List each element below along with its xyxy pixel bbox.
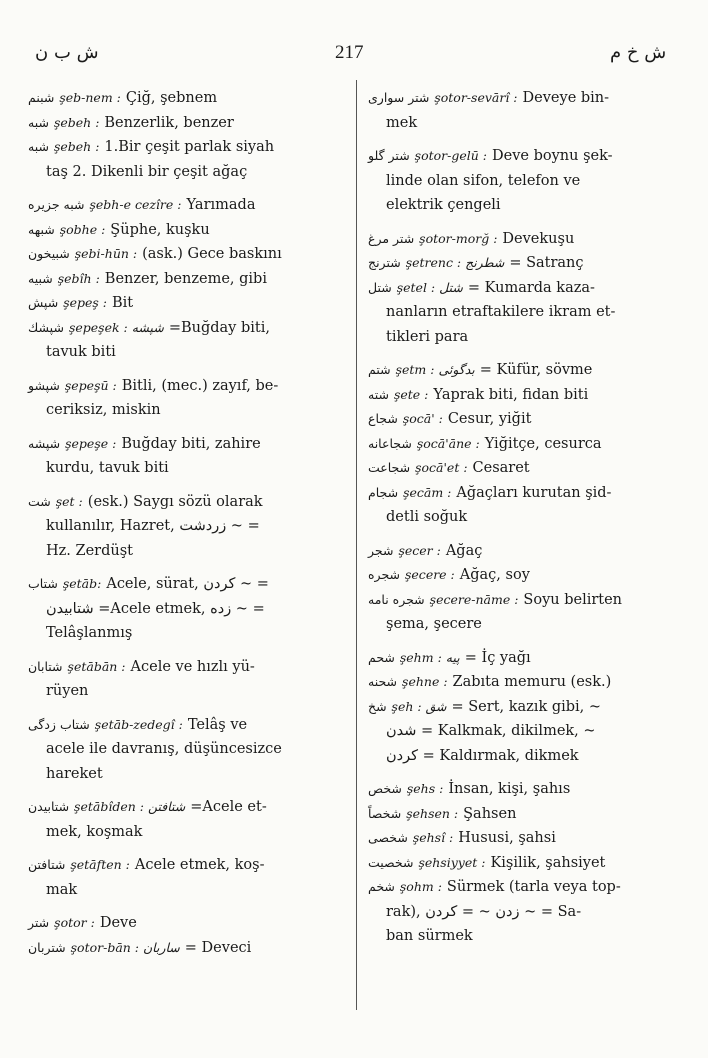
entry-definition: Soyu belirten — [523, 591, 623, 608]
entry-continuation-line: rak), زدن ~ = كردن ~ = Sa- — [386, 903, 582, 920]
entry-continuation-line: tikleri para — [386, 328, 469, 345]
entry-headword: şobhe : — [59, 221, 106, 237]
dictionary-entry — [368, 432, 676, 457]
entry-headword: şotor-sevārî : — [434, 90, 518, 105]
entry-headword: şehsen : — [406, 805, 459, 821]
entry-headword: şocā' : — [402, 411, 443, 426]
entry-continuation-line: mek, koşmak — [46, 823, 143, 840]
entry-spacer — [28, 786, 348, 795]
entry-definition: Şahsen — [463, 805, 517, 822]
entry-arabic-script: شخم — [368, 879, 395, 894]
entry-arabic-script: شپشك — [28, 319, 64, 335]
entry-arabic-script: شبيخون — [28, 246, 70, 261]
entry-arabic-script: شجاعت — [368, 460, 411, 475]
dictionary-entry — [28, 135, 348, 184]
entry-headword: şepeşek : شپشه — [68, 319, 164, 335]
entry-spacer — [28, 902, 348, 911]
entry-definition: =Buğday biti, — [168, 319, 270, 336]
entry-headword: şepeş : — [63, 295, 107, 310]
dictionary-entry — [28, 86, 348, 111]
entry-arabic-script: شبه — [28, 139, 49, 154]
entry-definition: İnsan, kişi, şahıs — [448, 781, 571, 797]
entry-headword: şecere-nāme : — [429, 591, 519, 607]
entry-arabic-script: شبنم — [28, 90, 55, 105]
dictionary-entry — [28, 655, 348, 704]
entry-arabic-script: شپش — [28, 295, 59, 310]
entry-arabic-script: شخصى — [368, 830, 408, 845]
entry-headword: şecām : — [403, 484, 452, 500]
entry-headword: şebeh : — [53, 139, 100, 154]
entry-arabic-script: شبيه — [28, 270, 53, 286]
entry-definition: Ağaç — [445, 542, 483, 559]
entry-headword: şebîh : — [57, 270, 100, 286]
entry-definition: Cesur, yiğit — [447, 411, 532, 427]
entry-headword: şocā'āne : — [416, 435, 480, 451]
dictionary-entry — [28, 242, 348, 267]
entry-definition: = İç yağı — [464, 649, 531, 666]
entry-headword: şehsiyyet : — [418, 854, 486, 870]
entry-arabic-script: شپشه — [28, 435, 61, 451]
entry-arabic-script: شحم — [368, 649, 395, 665]
entry-spacer — [368, 949, 676, 958]
dictionary-entry — [28, 291, 348, 316]
entry-arabic-script: شت — [28, 493, 51, 509]
dictionary-entry — [368, 826, 676, 851]
entry-spacer — [368, 135, 676, 144]
dictionary-entry — [368, 646, 676, 671]
entry-arabic-script: شبهه — [28, 221, 55, 237]
entry-headword: şetāb-zedegî : — [94, 716, 183, 732]
dictionary-entry — [368, 144, 676, 218]
entry-continuation-line: ceriksiz, miskin — [46, 402, 161, 418]
dictionary-entry — [28, 936, 348, 961]
entry-spacer — [28, 184, 348, 193]
entry-headword: şetāb: — [62, 576, 102, 591]
entry-definition: Buğday biti, zahire — [121, 435, 261, 452]
entry-headword: şohm : — [399, 879, 442, 894]
dictionary-entry — [28, 111, 348, 136]
entry-arabic-script: شخص — [368, 781, 402, 796]
entry-continuation-line: taş 2. Dikenli bir çeşit ağaç — [46, 163, 248, 180]
dictionary-entry — [368, 456, 676, 481]
dictionary-entry — [368, 802, 676, 827]
dictionary-entry — [368, 777, 676, 802]
entry-headword: şehs : — [406, 781, 444, 796]
dictionary-entry — [28, 316, 348, 365]
entry-definition: Telâş ve — [187, 716, 248, 733]
entry-spacer — [28, 704, 348, 713]
dictionary-entry — [28, 795, 348, 844]
dictionary-entry — [368, 875, 676, 949]
right-column — [368, 86, 676, 958]
entry-headword: şecer : — [398, 542, 441, 558]
dictionary-entry — [368, 481, 676, 530]
entry-definition: Deve — [99, 915, 137, 931]
dictionary-entry — [28, 490, 348, 564]
dictionary-entry — [368, 407, 676, 432]
entry-headword: şebeh : — [53, 114, 100, 130]
entry-arabic-script: شجاع — [368, 411, 398, 426]
dictionary-entry — [368, 227, 676, 252]
dictionary-entry — [368, 276, 676, 350]
entry-headword: şocā'et : — [415, 460, 468, 475]
entry-arabic-script: شتابان — [28, 658, 63, 674]
entry-continuation-line: كردن = Kaldırmak, dikmek — [386, 747, 579, 764]
entry-definition: Acele ve hızlı yü- — [130, 658, 255, 675]
dictionary-entry — [28, 713, 348, 787]
entry-headword: şetābîden : شتافتن — [74, 799, 186, 814]
entry-spacer — [28, 646, 348, 655]
entry-continuation-line: detli soğuk — [386, 509, 468, 525]
entry-definition: Hususi, şahsi — [458, 830, 556, 846]
entry-arabic-script: شتر سوارى — [368, 90, 430, 105]
dictionary-entry — [28, 853, 348, 902]
entry-headword: şotor-gelū : — [414, 148, 487, 163]
entry-definition: Devekuşu — [502, 230, 575, 247]
entry-headword: şeb-nem : — [59, 90, 121, 105]
entry-headword: şehm : پيه — [399, 649, 460, 665]
entry-definition: Cesaret — [472, 460, 530, 476]
header-right-letters: ش خ م — [610, 42, 667, 63]
entry-headword: şetm : بدگوئى — [395, 362, 475, 377]
entry-definition: Yarımada — [186, 197, 256, 213]
entry-headword: şotor-morğ : — [419, 230, 498, 246]
entry-arabic-script: شتر — [28, 915, 50, 930]
entry-definition: Bit — [112, 295, 134, 311]
dictionary-entry — [28, 911, 348, 936]
entry-definition: = Satranç — [509, 255, 584, 271]
entry-spacer — [28, 844, 348, 853]
dictionary-entry — [28, 432, 348, 481]
page-header — [0, 40, 708, 72]
entry-headword: şepeşū : — [64, 377, 117, 393]
dictionary-entry — [28, 374, 348, 423]
entry-definition: (esk.) Saygı sözü olarak — [87, 493, 263, 510]
entry-arabic-script: شتم — [368, 362, 391, 377]
dictionary-entry — [368, 563, 676, 588]
entry-continuation-line: mak — [46, 881, 78, 898]
dictionary-entry — [28, 218, 348, 243]
page-number: 217 — [335, 42, 364, 63]
entry-definition: = Kumarda kaza- — [467, 279, 595, 296]
entry-headword: şehsî : — [412, 830, 454, 845]
entry-headword: şotor : — [54, 915, 95, 930]
entry-definition: Benzer, benzeme, gibi — [104, 270, 267, 287]
entry-headword: şecere : — [405, 567, 455, 582]
entry-definition: = Sert, kazık gibi, ~ — [451, 698, 602, 715]
entry-arabic-script: شتاب زدگى — [28, 716, 90, 732]
entry-headword: şepeşe : — [65, 435, 117, 451]
entry-arabic-script: شجره نامه — [368, 591, 425, 607]
entry-definition: Yiğitçe, cesurca — [484, 435, 602, 452]
entry-arabic-script: شتابيدن — [28, 799, 70, 814]
entry-arabic-script: شجام — [368, 484, 399, 500]
entry-arabic-script: شجره — [368, 567, 400, 582]
entry-definition: Kişilik, şahsiyet — [490, 854, 606, 871]
entry-continuation-line: Hz. Zerdüşt — [46, 542, 133, 559]
entry-definition: Acele etmek, koş- — [134, 857, 265, 873]
header-left-letters: ش ب ن — [35, 42, 99, 63]
entry-definition: (ask.) Gece baskını — [142, 246, 282, 262]
entry-arabic-script: شجر — [368, 542, 394, 558]
entry-definition: Çiğ, şebnem — [125, 90, 218, 106]
entry-definition: Benzerlik, benzer — [104, 114, 234, 131]
entry-headword: şeh : شق — [391, 698, 447, 714]
entry-definition: = Deveci — [184, 939, 252, 956]
entry-arabic-script: شخ — [368, 698, 387, 714]
entry-continuation-line: şema, şecere — [386, 616, 482, 632]
dictionary-entry — [368, 86, 676, 135]
entry-headword: şotor-bān : ساربان — [70, 939, 180, 955]
column-divider — [356, 80, 357, 1010]
entry-continuation-line: mek — [386, 114, 418, 131]
entry-headword: şebh-e cezîre : — [89, 197, 182, 212]
entry-continuation-line: شدن = Kalkmak, dikilmek, ~ — [386, 723, 596, 739]
entry-definition: Şüphe, kuşku — [110, 221, 210, 238]
entry-headword: şet : — [55, 493, 83, 509]
entry-arabic-script: شتر گلو — [368, 148, 410, 163]
entry-arabic-script: شجاعانه — [368, 435, 412, 451]
entry-arabic-script: شتر مرغ — [368, 230, 415, 246]
entry-definition: Acele, sürat, كردن ~ = — [106, 576, 269, 592]
dictionary-entry — [368, 695, 676, 769]
dictionary-entry — [368, 383, 676, 408]
entry-definition: 1.Bir çeşit parlak siyah — [104, 139, 275, 155]
entry-arabic-script: شخصاً — [368, 805, 402, 821]
entry-definition: = Küfür, sövme — [479, 362, 593, 378]
entry-headword: şetābān : — [67, 658, 126, 674]
entry-arabic-script: شتافتن — [28, 857, 66, 872]
entry-arabic-script: شتربان — [28, 939, 66, 955]
entry-spacer — [28, 481, 348, 490]
dictionary-entry — [368, 588, 676, 637]
dictionary-entry — [28, 193, 348, 218]
entry-arabic-script: شحنه — [368, 674, 398, 689]
entry-continuation-line: hareket — [46, 765, 103, 782]
entry-spacer — [368, 637, 676, 646]
entry-definition: Sürmek (tarla veya top- — [446, 879, 621, 895]
entry-spacer — [368, 768, 676, 777]
entry-headword: şetel : شتل — [396, 279, 463, 295]
entry-definition: =Acele et- — [190, 799, 267, 815]
entry-spacer — [368, 218, 676, 227]
entry-arabic-script: شتاب — [28, 576, 58, 591]
entry-continuation-line: tavuk biti — [46, 344, 116, 360]
entry-continuation-line: kurdu, tavuk biti — [46, 460, 169, 476]
entry-arabic-script: شته — [368, 386, 389, 402]
entry-arabic-script: شپشو — [28, 377, 60, 393]
entry-spacer — [28, 423, 348, 432]
entry-definition: Yaprak biti, fidan biti — [433, 386, 589, 403]
entry-definition: Deve boynu şek- — [492, 148, 613, 164]
entry-headword: şetrenc : شطرنج — [405, 255, 505, 270]
entry-arabic-script: شبه — [28, 114, 49, 130]
entry-arabic-script: شترنج — [368, 255, 401, 270]
entry-spacer — [28, 365, 348, 374]
dictionary-entry — [28, 572, 348, 646]
entry-continuation-line: linde olan sifon, telefon ve — [386, 172, 581, 189]
dictionary-entry — [368, 358, 676, 383]
entry-definition: Zabıta memuru (esk.) — [452, 674, 612, 690]
entry-spacer — [368, 349, 676, 358]
entry-definition: Deveye bin- — [522, 90, 610, 106]
entry-headword: şebi-hūn : — [74, 246, 138, 261]
entry-spacer — [368, 530, 676, 539]
entry-continuation-line: nanların etraftakilere ikram et- — [386, 304, 616, 320]
entry-arabic-script: شبه جزيره — [28, 197, 85, 212]
entry-continuation-line: ban sürmek — [386, 928, 473, 944]
entry-headword: şete : — [393, 386, 429, 402]
entry-continuation-line: kullanılır, Hazret, زردشت ~ = — [46, 518, 260, 534]
entry-continuation-line: acele ile davranış, düşüncesizce — [46, 741, 282, 757]
entry-definition: Bitli, (mec.) zayıf, be- — [121, 377, 279, 394]
dictionary-entry — [368, 670, 676, 695]
dictionary-entry — [28, 267, 348, 292]
entry-definition: Ağaç, soy — [459, 567, 530, 583]
dictionary-entry — [368, 539, 676, 564]
dictionary-entry — [368, 251, 676, 276]
entry-headword: şetāften : — [70, 857, 130, 872]
entry-continuation-line: شتابيدن =Acele etmek, زده ~ = — [46, 600, 265, 617]
left-column — [28, 86, 348, 960]
entry-definition: Ağaçları kurutan şid- — [456, 484, 612, 501]
entry-spacer — [28, 563, 348, 572]
entry-continuation-line: rüyen — [46, 683, 89, 699]
entry-headword: şehne : — [402, 674, 448, 689]
entry-continuation-line: elektrik çengeli — [386, 197, 501, 213]
entry-arabic-script: شخصيت — [368, 854, 414, 870]
dictionary-entry — [368, 851, 676, 876]
entry-arabic-script: شتل — [368, 279, 392, 295]
entry-continuation-line: Telâşlanmış — [46, 625, 133, 641]
